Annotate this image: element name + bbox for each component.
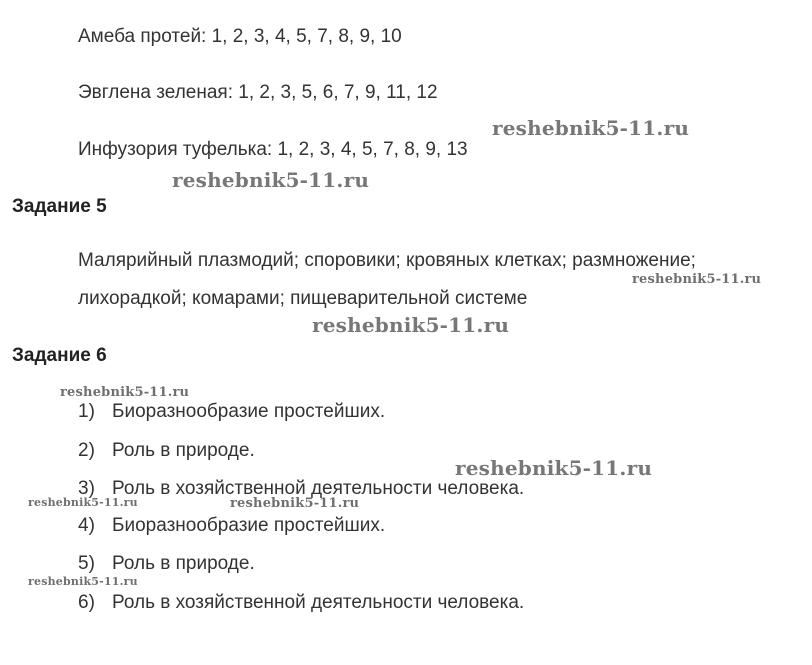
euglena-answer-line: Эвглена зеленая: 1, 2, 3, 5, 6, 7, 9, 11, 12 — [78, 82, 438, 103]
list-item-text: Биоразнообразие простейших. — [112, 515, 386, 536]
watermark: reshebnik5-11.ru — [312, 313, 510, 337]
list-item — [78, 440, 255, 462]
infusoria-answer-line: Инфузория туфелька: 1, 2, 3, 4, 5, 7, 8, 9, 13 — [78, 139, 468, 160]
watermark: reshebnik5-11.ru — [28, 496, 138, 509]
watermark: reshebnik5-11.ru — [230, 496, 360, 511]
task5-answer-line-2: лихорадкой; комарами; пищеварительной системе — [78, 288, 528, 309]
list-item-number: 5) — [78, 553, 95, 574]
list-item-text: Роль в природе. — [112, 553, 255, 574]
list-item-number: 3) — [78, 478, 95, 499]
list-item-text: Роль в хозяйственной деятельности человека. — [112, 478, 525, 499]
list-item-text: Роль в природе. — [112, 440, 255, 461]
list-item-text: Роль в хозяйственной деятельности человека. — [112, 592, 525, 613]
watermark: reshebnik5-11.ru — [28, 575, 138, 588]
watermark: reshebnik5-11.ru — [632, 272, 762, 287]
list-item-text: Биоразнообразие простейших. — [112, 401, 386, 422]
list-item-number: 4) — [78, 515, 95, 536]
list-item-number: 6) — [78, 592, 95, 613]
amoeba-answer-line: Амеба протей: 1, 2, 3, 4, 5, 7, 8, 9, 10 — [78, 26, 402, 47]
watermark: reshebnik5-11.ru — [60, 385, 190, 400]
list-item-number: 1) — [78, 401, 95, 422]
watermark: reshebnik5-11.ru — [492, 116, 690, 140]
task6-heading: Задание 6 — [12, 345, 107, 366]
list-item — [78, 401, 385, 423]
watermark: reshebnik5-11.ru — [455, 456, 653, 480]
watermark: reshebnik5-11.ru — [172, 168, 370, 192]
task5-heading: Задание 5 — [12, 196, 107, 217]
list-item — [78, 592, 524, 614]
list-item — [78, 515, 385, 537]
list-item — [78, 553, 255, 575]
task5-answer-line-1: Малярийный плазмодий; споровики; кровяных клетках; размножение; — [78, 250, 696, 271]
list-item-number: 2) — [78, 440, 95, 461]
